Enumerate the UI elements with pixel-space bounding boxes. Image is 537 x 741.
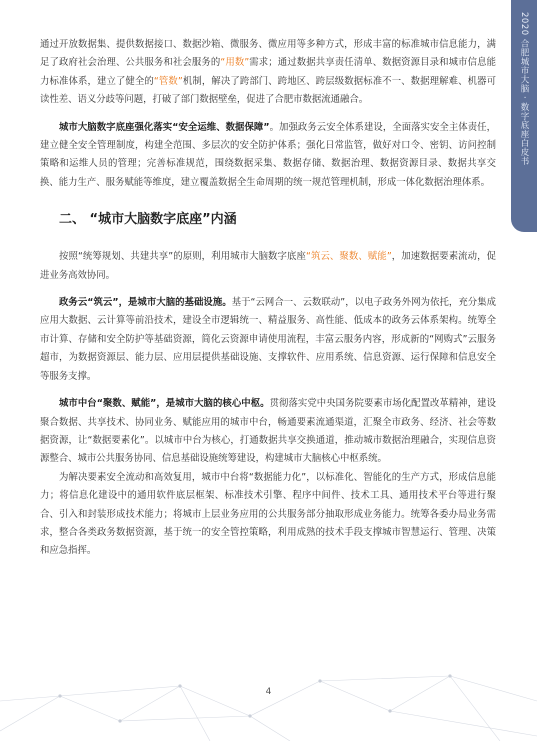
paragraph-text: 机制，解决了跨部门、跨地区、跨层级数据标准不一、数据理解难、机器可读性差、语义分歧等问题，打破了部门数据壁垒，促进了合肥市数据流通融合。 bbox=[40, 75, 496, 106]
page-number: 4 bbox=[265, 687, 272, 697]
network-decoration bbox=[0, 601, 537, 741]
paragraph-security bbox=[40, 119, 496, 193]
section-heading: 二、 “城市大脑数字底座”内涵 bbox=[59, 212, 237, 228]
paragraph-principle bbox=[40, 248, 496, 285]
paragraph-text: 。加强政务云安全体系建设，全面落实安全主体责任，建立健全安全管理制度，构建全范围、多层次的安全防护体系；强化日常监管，做好对口令、密钥、访问控制策略和运维人员的管理；完善标准规范，围绕数据采集、数据存储、数据治理、数据资源目录、数据共享交换、能力生产、服务赋能等维度，建立覆盖数据全生命周期的统一规范管理机制，形成一体化数据治理体系。 bbox=[40, 121, 496, 188]
highlight-yongshu: “用数” bbox=[220, 57, 250, 69]
highlight-guanshu: “管数” bbox=[153, 75, 183, 87]
paragraph-text: 贯彻落实党中央国务院要素市场化配置改革精神，建设聚合数据、共享技术、协同业务、赋能应用的城市中台，畅通要素流通渠道，汇聚全市政务、经济、社会等数据资源，让“数据要素化”。以城市中台为核心，打通数据共享交换通道，推动城市数据治理融合，实现信息资源整合、城市公共服务协同、信息基础设施统筹建设，构建城市大脑核心中枢系统。 bbox=[40, 398, 496, 465]
paragraph-city-platform bbox=[40, 395, 496, 469]
paragraph-lead: 政务云“筑云”，是城市大脑的基础设施。 bbox=[59, 297, 232, 309]
page-content bbox=[40, 36, 496, 561]
paragraph-text: 为解决要素安全流动和高效复用，城市中台将“数据能力化”，以标准化、智能化的生产方式，形成信息能力；将信息化建设中的通用软件底层框架、标准技术引擎、程序中间件、技术工具、通用技术平台等进行聚合、引入和封装形成技术能力；将城市上层业务应用的公共服务部分抽取形成业务能力。统筹各委办局业务需求，整合各类政务数据资源，基于统一的安全管控策略，利用成熟的技术手段支撑城市智慧运行、管理、决策和应急指挥。 bbox=[40, 471, 496, 557]
paragraph-gov-cloud bbox=[40, 294, 496, 386]
side-tab-text: 2020 合肥城市大脑 · 数字底座白皮书 bbox=[519, 12, 529, 166]
paragraph-text: 基于“云网合一、云数联动”，以电子政务外网为依托，充分集成应用大数据、云计算等前沿技术，建设全市逻辑统一、精益服务、高性能、低成本的政务云体系架构。统筹全市计算、存储和安全防护等基础资源，简化云资源申请使用流程，丰富云服务内容，形成新的“网购式”云服务超市，为数据资源层、能力层、应用层提供基础设施、支撑软件、应用系统、信息资源、运行保障和信息安全等服务支撑。 bbox=[40, 297, 497, 382]
side-tab bbox=[511, 0, 537, 232]
paragraph-lead: 城市大脑数字底座强化落实“安全运维、数据保障” bbox=[59, 121, 270, 133]
paragraph-text: 需求；通过数据共享责任清单、数据资源目录和城市信息能力标准体系，建立了健全的 bbox=[40, 57, 496, 87]
paragraph-capability bbox=[40, 469, 496, 561]
highlight-zhuyun: “筑云、聚数、赋能” bbox=[306, 251, 392, 263]
paragraph-text: ，加速数据要素流动，促进业务高效协同。 bbox=[40, 251, 496, 281]
paragraph-text: 按照“统筹规划、共建共享”的原则，利用城市大脑数字底座 bbox=[59, 251, 306, 263]
paragraph-data-use bbox=[40, 36, 496, 110]
paragraph-lead: 城市中台“聚数、赋能”，是城市大脑的核心中枢。 bbox=[59, 398, 270, 410]
paragraph-text: 通过开放数据集、提供数据接口、数据沙箱、微服务、微应用等多种方式，形成丰富的标准城市信息能力，满足了政府社会治理、公共服务和社会服务的 bbox=[40, 39, 496, 69]
